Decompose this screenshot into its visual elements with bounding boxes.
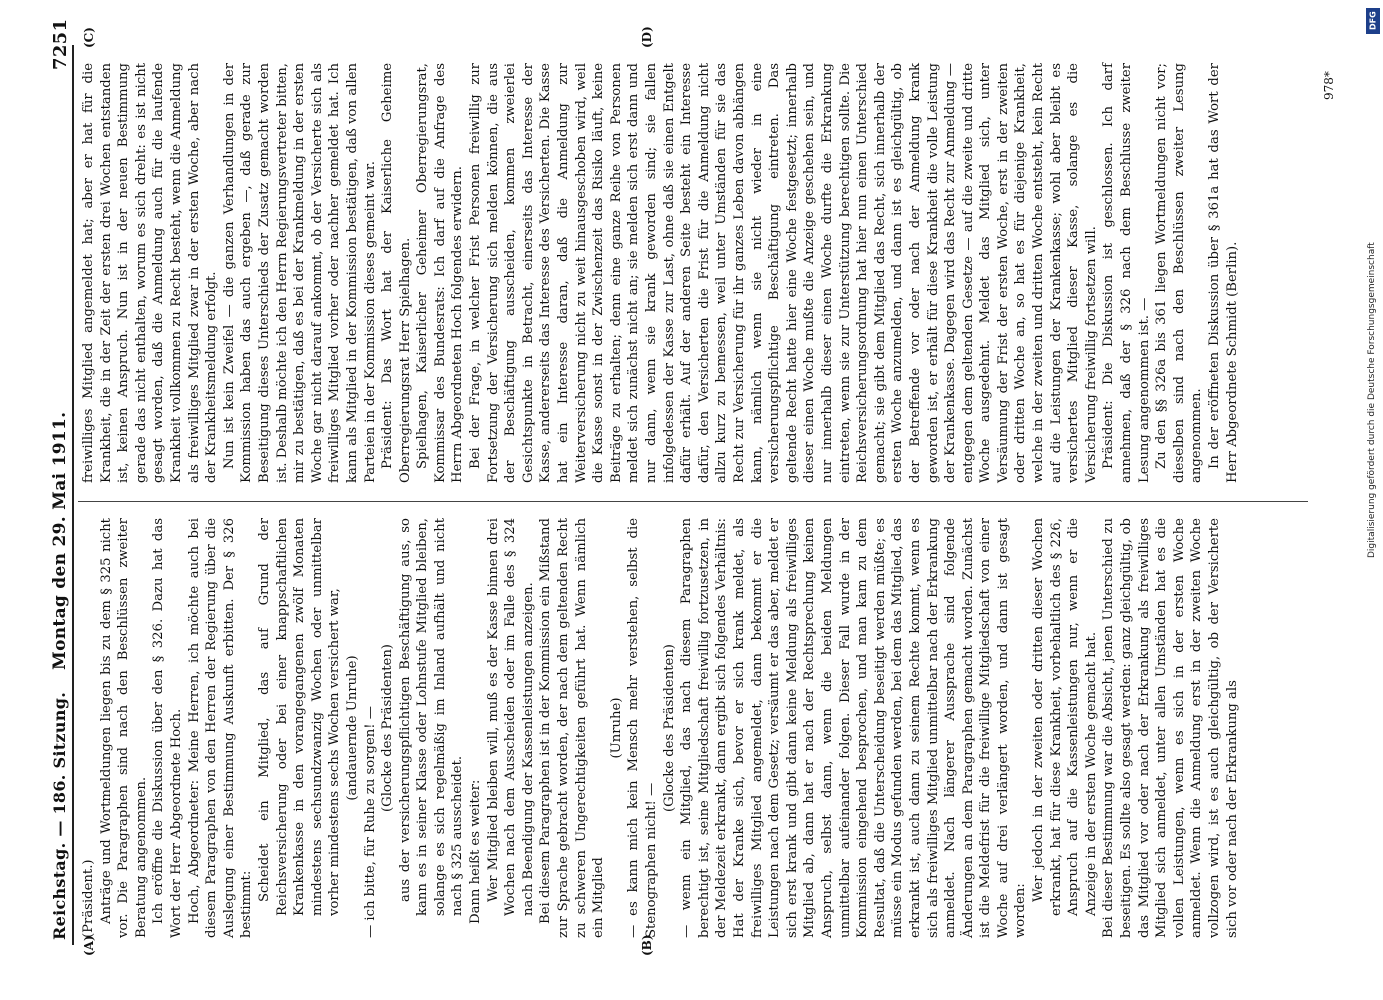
column-divider (78, 501, 1308, 502)
paragraph: — wenn ein Mitglied, das nach diesem Paragraphen berechtigt ist, seine Mitgliedschaft freiwillig fortzusetzen, in der Meldezeit erkrankt, dann ergibt sich folgendes Verhältnis: Hat der Kranke sich, bevor er sich krank meldet, als freiwilliges Mitglied angemeldet, dann bekommt er die Leistungen nach dem Gesetz; versäumt er das aber, meldet er sich erst krank und gibt dann keine Meldung als freiwilliges Mitglied ab, dann hat er nach der Rechtsprechung keinen Anspruch, selbst dann, wenn die beiden Meldungen unmittelbar aufeinander folgen. Dieser Fall wurde in der Kommission eingehend besprochen, und man kam zu dem Resultat, daß die Unterscheidung beseitigt werden müßte; es müsse ein Modus gefunden werden, bei dem das Mitglied, das erkrankt ist, auch dann zu seinem Rechte kommt, wenn es sich als freiwilliges Mitglied unmittelbar nach der Erkrankung anmeldet. Nach längerer Aussprache sind folgende Änderungen an dem Paragraphen gemacht worden. Zunächst ist die Meldefrist für die freiwillige Mitgliedschaft von einer Woche auf drei verlängert worden, und dann ist gesagt worden: (679, 518, 1029, 938)
stage-direction: (Glocke des Präsidenten) (661, 644, 677, 812)
paragraph: Bei der Frage, in welcher Frist Personen freiwillig zur Fortsetzung der Versicherung sich melden können, die aus der Beschäftigung ausscheiden, kommen zweierlei Gesichtspunkte in Betracht, einerseits das Interesse der Kasse, andererseits das Interesse des Versicherten. Die Kasse hat ein Interesse daran, daß die Anmeldung zur Weiterversicherung nicht zu weit hinausgeschoben wird, weil die Kasse sonst in der Zwischenzeit das Risiko läuft, keine Beiträge zu erhalten; denn eine ganze Reihe von Personen meldet sich zunächst nicht an; sie melden sich erst dann und nur dann, wenn sie krank geworden sind; sie fallen infolgedessen der Kasse zur Last, ohne daß sie einen Entgelt dafür erhält. Auf der anderen Seite besteht ein Interesse dafür, den Versicherten die Frist für die Anmeldung nicht allzu kurz zu bemessen, weil unter Umständen für sie das Recht zur Versicherung für ihr ganzes Leben davon abhängen kann, nämlich wenn sie nicht wieder in eine versicherungspflichtige Beschäftigung eintreten. Das geltende Recht hatte hier eine Woche festgesetzt; innerhalb dieser einen Woche mußte die Anzeige geschehen sein, und nur innerhalb dieser einen Woche durfte die Erkrankung eintreten, wenn sie zur Unterstützung berechtigen sollte. Die Reichsversicherungsordnung hat hier nun einen Unterschied gemacht; sie gibt dem Mitglied das Recht, sich innerhalb der ersten Woche anzumelden, und dann ist es gleichgültig, ob der Betreffende vor oder nach der Anmeldung krank geworden ist, er erhält für diese Krankheit die volle Leistung der Krankenkasse. Dagegen wird das Recht zur Anmeldung — entgegen dem geltenden Gesetze — auf die zweite und dritte Woche ausgedehnt. Meldet das Mitglied sich, unter Versäumung der Frist der ersten Woche, erst in der zweiten oder dritten Woche an, so hat es für diejenige Krankheit, welche in der zweiten und dritten Woche entsteht, kein Recht auf die Leistungen der Krankenkasse; wohl aber bleibt es versichertes Mitglied dieser Kasse, solange es die Versicherung freiwillig fortsetzen will. (468, 63, 1099, 483)
paragraph: — es kann mich kein Mensch mehr verstehen, selbst die Stenographen nicht! — (626, 518, 659, 938)
running-header-date: Montag den 29. Mai 1911. (50, 411, 70, 670)
speaker-paragraph: Präsident: Die Diskussion ist geschlossen. Ich darf annehmen, daß der § 326 nach dem Beschlusse zweiter Lesung angenommen ist. — (1101, 63, 1152, 483)
stage-direction: (andauernde Unruhe) (344, 655, 360, 801)
paragraph: Bei dieser Bestimmung war die Absicht, jenen Unterschied zu beseitigen. Es sollte also gesagt werden: ganz gleichgültig, ob das Mitglied vor oder nach der Erkrankung als freiwilliges Mitglied sich anmeldet, unter allen Umständen hat es die vollen Leistungen, wenn es sich in der ersten Woche anmeldet. Wenn die Anmeldung erst in der zweiten Woche vollzogen wird, ist es auch gleichgültig, ob der Versicherte sich vor oder nach der Erkrankung als (1101, 518, 1240, 938)
digitization-credit-strip (1366, 8, 1380, 568)
paragraph: Ich eröffne die Diskussion über den § 326. Dazu hat das Wort der Herr Abgeordnete Hoch. (151, 518, 184, 938)
speaker-paragraph: Präsident: Das Wort hat der Kaiserliche Geheime Oberregierungsrat Herr Spielhagen. (380, 63, 413, 483)
paragraph: Nun ist kein Zweifel — die ganzen Verhandlungen in der Kommission haben das auch ergeben —, daß gerade zur Beseitigung dieses Unterschieds der Zusatz gemacht worden ist. Deshalb möchte ich den Herrn Regierungsvertreter bitten, mir zu bestätigen, daß es bei der Krankmeldung in der ersten Woche gar nicht darauf ankommt, ob der Versicherte sich als freiwilliges Mitglied vorher oder nachher gemeldet hat. Ich kann als Mitglied in der Kommission bestätigen, daß von allen Parteien in der Kommission dieses gemeint war. (221, 63, 378, 483)
stage-direction: (Glocke des Präsidenten) (380, 644, 396, 812)
paragraph: — ich bitte, für Ruhe zu sorgen! — (362, 706, 378, 938)
paragraph: (Präsident.) (81, 859, 96, 938)
paragraph: Zu den §§ 326a bis 361 liegen Wortmeldungen nicht vor; dieselben sind nach den Beschlüssen zweiter Lesung angenommen. (1154, 63, 1205, 483)
quoted-law-text: Scheidet ein Mitglied, das auf Grund der Reichsversicherung oder bei einer knappschaftlichen Krankenkasse in den vorangegangenen zwölf Monaten mindestens sechsundzwanzig Wochen oder unmittelbar vorher mindestens sechs Wochen versichert war, (256, 518, 343, 916)
right-column (80, 63, 1241, 483)
quoted-law-text: Wer jedoch in der zweiten oder dritten dieser Wochen erkrankt, hat für diese Krankheit, vorbehaltlich des § 226, Anspruch auf die Kassenleistungen nur, wenn er die Anzeige in der ersten Woche gemacht hat. (1031, 518, 1099, 916)
paragraph: In der eröffneten Diskussion über § 361a hat das Wort der Herr Abgeordnete Schmidt (Berlin). (1207, 63, 1240, 483)
digitization-credit: Digitalisierung gefördert durch die Deutsche Forschungsgemeinschaft (1367, 242, 1377, 558)
quoted-law-text: Wer Mitglied bleiben will, muß es der Kasse binnen drei Wochen nach dem Ausscheiden oder im Falle des § 324 nach Beendigung der Kassenleistungen anzeigen. (485, 518, 536, 916)
quoted-law-text: aus der versicherungspflichtigen Beschäftigung aus, so kann es in seiner Klasse oder Lohnstufe Mitglied bleiben, solange es sich regelmäßig im Inland aufhält und nicht nach § 325 ausscheidet. (397, 518, 466, 916)
speaker-paragraph: Hoch, Abgeordneter: Meine Herren, ich möchte auch bei diesem Paragraphen von den Herren der Regierung über die Auslegung einer Bestimmung Auskunft erbitten. Der § 326 bestimmt: (186, 518, 255, 938)
paragraph: Anträge und Wortmeldungen liegen bis zu dem § 325 nicht vor. Die Paragraphen sind nach den Beschlüssen zweiter Beratung angenommen. (98, 518, 149, 938)
speaker-paragraph: Spielhagen, Kaiserlicher Geheimer Oberregierungsrat, Kommissar des Bundesrats: Ich darf auf die Anfrage des Herrn Abgeordneten Hoch folgendes erwidern. (415, 63, 466, 483)
margin-marker-a: (A) (82, 935, 96, 956)
page-number: 7251 (50, 18, 71, 70)
left-column (80, 518, 1241, 938)
header-rule (72, 45, 74, 945)
paragraph: Dann heißt es weiter: (468, 779, 484, 924)
paragraph: Bei diesem Paragraphen ist in der Kommission ein Mißstand zur Sprache gebracht worden, der nach dem geltenden Recht zu schweren Ungerechtigkeiten geführt hat. Wenn nämlich ein Mitglied (538, 518, 607, 938)
running-header-left: Reichstag. — 186. Sitzung. (50, 691, 69, 940)
page-reference: 978* (1322, 71, 1336, 100)
margin-marker-d: (D) (640, 26, 654, 48)
margin-marker-b: (B) (640, 934, 654, 956)
stage-direction: (Unruhe) (608, 697, 624, 759)
paragraph: freiwilliges Mitglied angemeldet hat; aber er hat für die Krankheit, die in der Zeit der ersten drei Wochen entstanden ist, keinen Anspruch. Nun ist in der neuen Bestimmung gerade das nicht enthalten, worum es sich dreht: es ist nicht gesagt worden, daß die Anmeldung auch für die laufende Krankheit vollkommen zu Recht besteht, wenn die Anmeldung als freiwilliges Mitglied zwar in der ersten Woche, aber nach der Krankheitsmeldung erfolgt. (81, 63, 220, 483)
dfg-logo: DFG (1366, 8, 1380, 34)
margin-marker-c: (C) (82, 27, 96, 48)
